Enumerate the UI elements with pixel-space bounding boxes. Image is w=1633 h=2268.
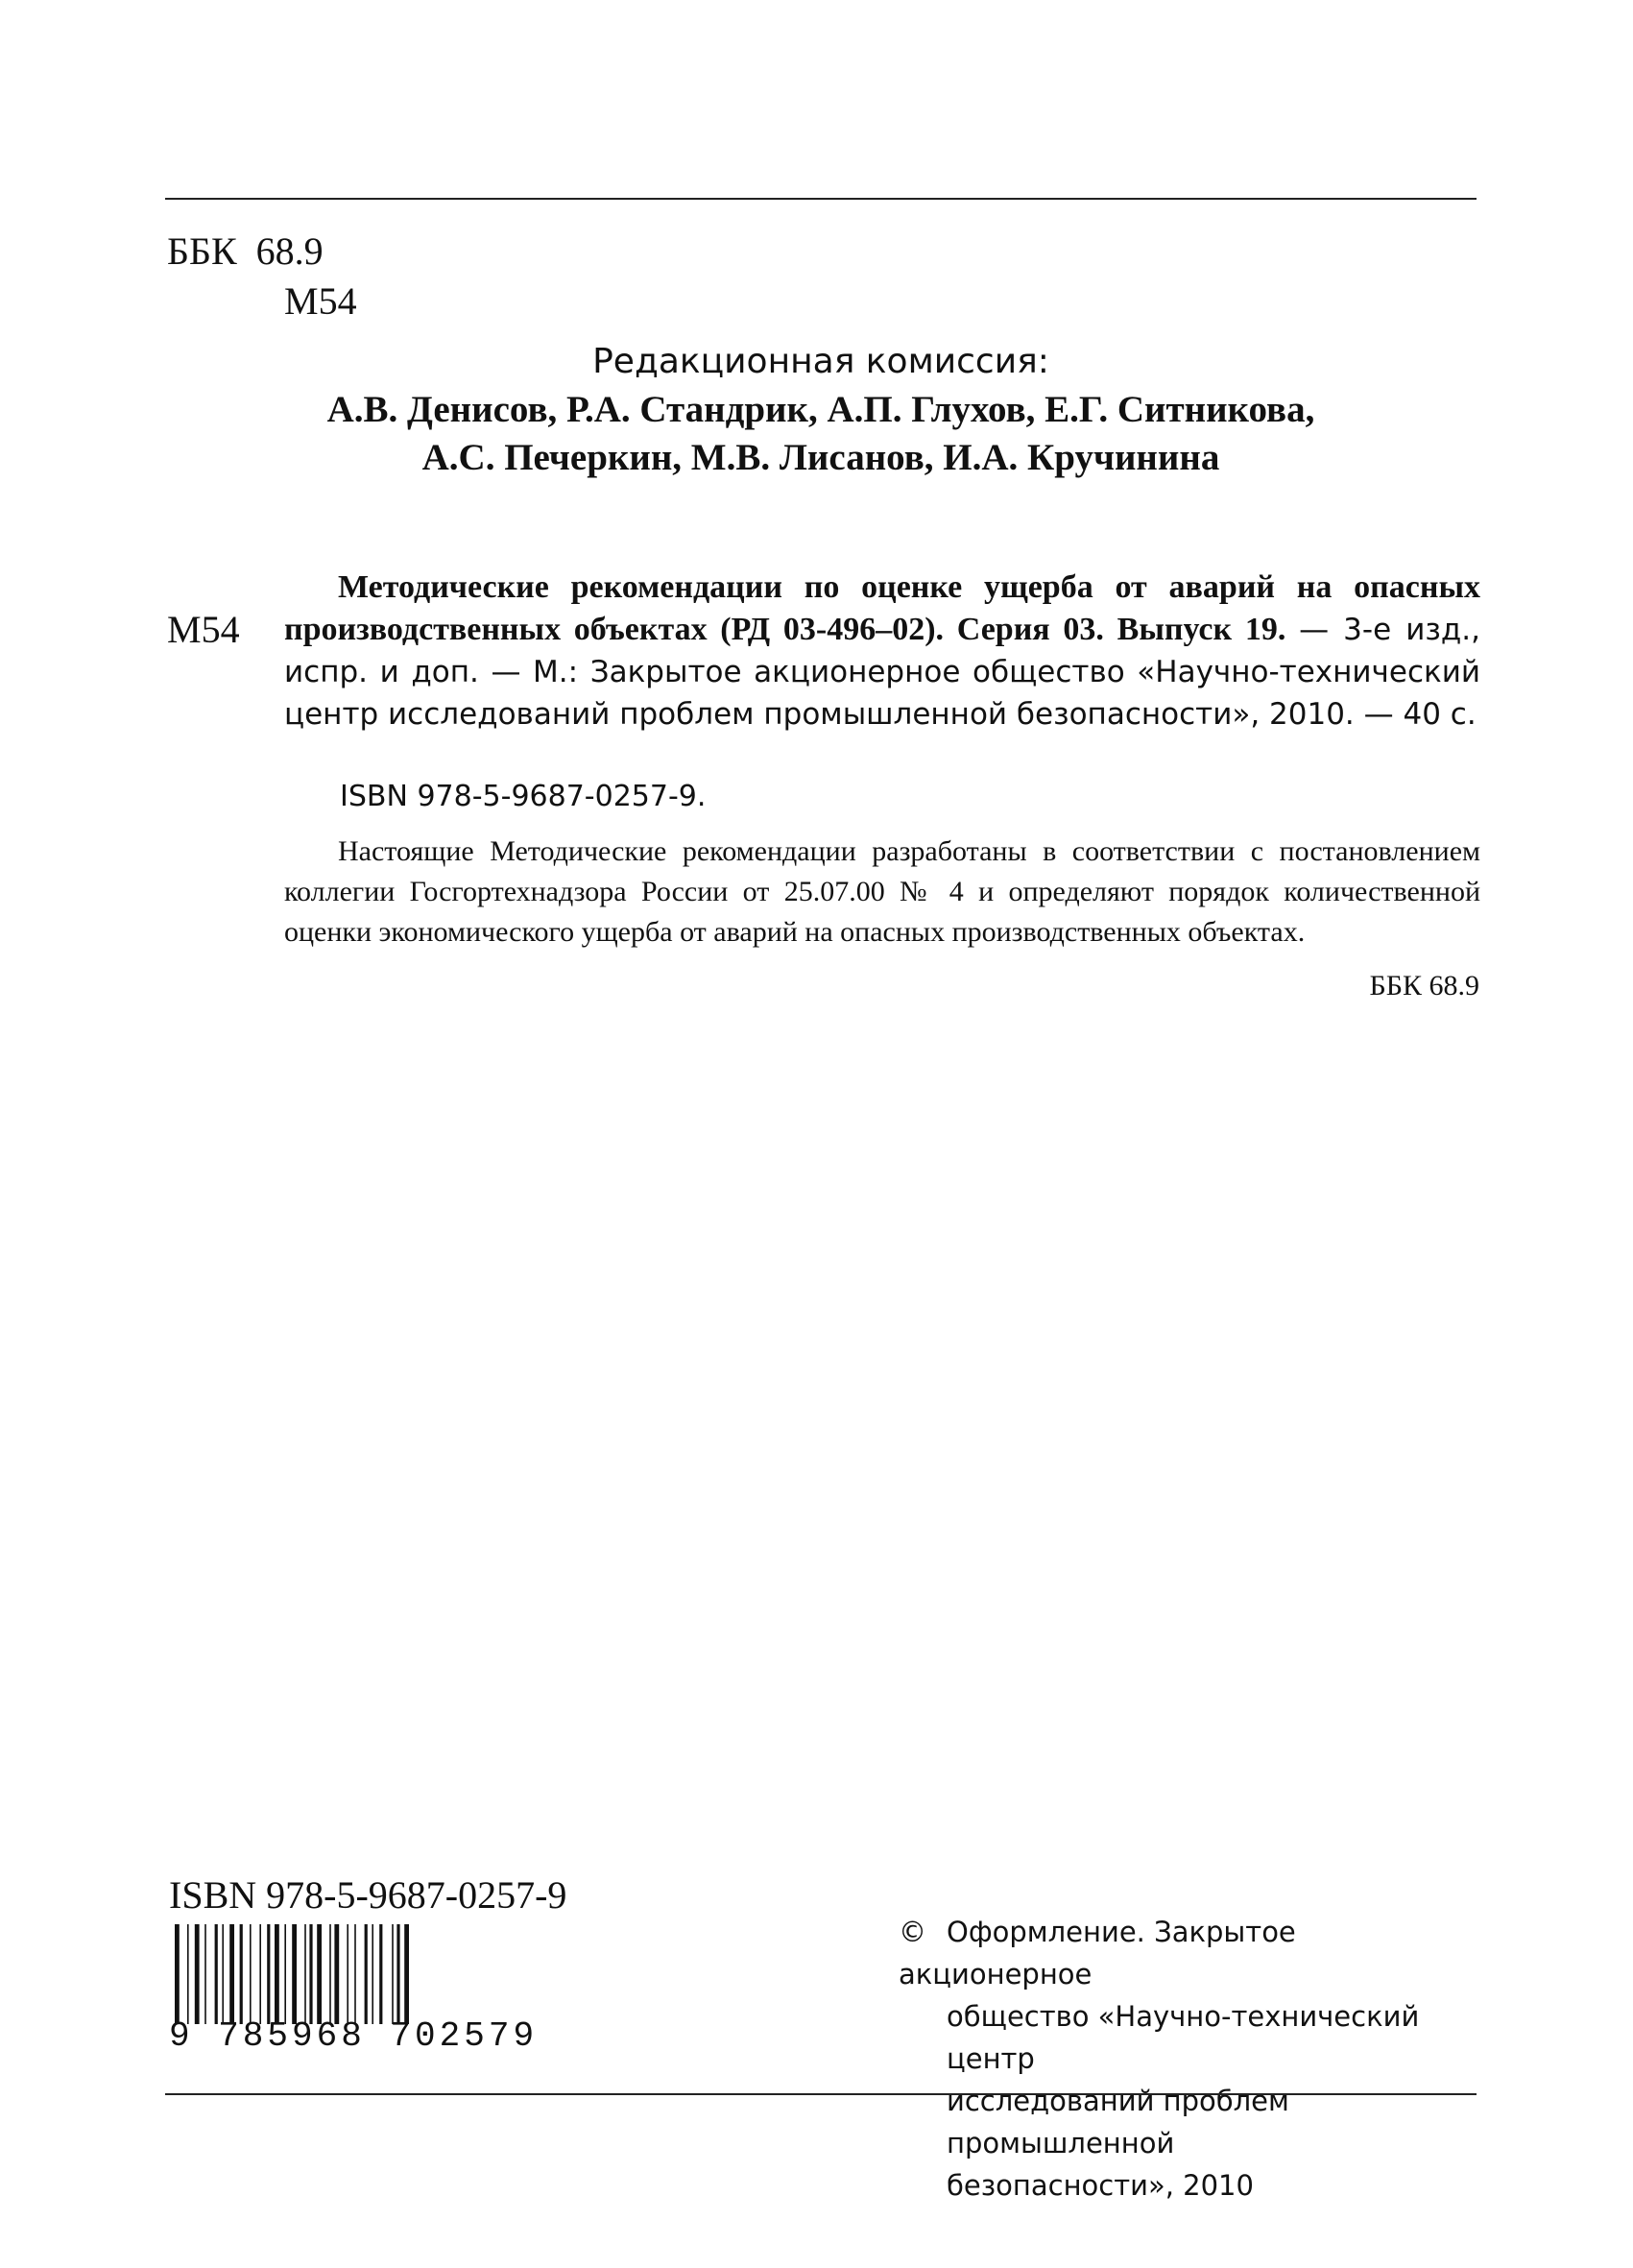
bbk-code: 68.9 <box>255 229 324 273</box>
barcode-bar <box>392 1924 394 2024</box>
barcode-bar <box>354 1924 356 2024</box>
bbk-classification <box>167 227 357 326</box>
barcode-bar <box>215 1924 218 2024</box>
barcode-bar <box>222 1924 224 2024</box>
barcode-bar <box>187 1924 189 2024</box>
barcode-bar <box>404 1924 409 2024</box>
bbk-right: ББК 68.9 <box>1369 970 1479 1001</box>
barcode-bar <box>250 1924 252 2024</box>
cutter-code: М54 <box>284 279 357 323</box>
barcode-bar <box>240 1924 243 2024</box>
bibliographic-cutter: М54 <box>167 608 240 651</box>
bibliographic-details: — 3-е изд., испр. и доп. — М.: Закрытое акционерное общество «Научно-технический центр исследований проблем промышленной безопасности», 2010. — 40 с. <box>284 613 1480 732</box>
barcode-bar <box>284 1924 286 2024</box>
barcode-bar <box>379 1924 382 2024</box>
barcode-bar <box>396 1924 399 2024</box>
barcode-isbn-label: ISBN 978-5-9687-0257-9 <box>169 1873 567 1917</box>
barcode-bar <box>275 1924 279 2024</box>
barcode-bar <box>292 1924 297 2024</box>
annotation-text: Настоящие Методические рекомендации разработаны в соответствии с постановлением коллегии Госгортехнадзора России от 25.07.00 № 4 и определяют порядок количественной оценки экономического ущерба от аварий на опасных производственных объектах. <box>284 835 1480 948</box>
top-rule <box>165 198 1477 200</box>
copyright-line-4: безопасности», 2010 <box>947 2169 1254 2202</box>
isbn-entry: ISBN 978-5-9687-0257-9. <box>340 780 707 813</box>
copyright-line-2: общество «Научно-технический центр <box>947 2000 1420 2075</box>
barcode-bar <box>204 1924 206 2024</box>
barcode-bar <box>309 1924 312 2024</box>
editorial-heading: Редакционная комиссия: <box>592 342 1049 381</box>
copyright-line-3: исследований проблем промышленной <box>947 2085 1289 2159</box>
barcode-bar <box>229 1924 234 2024</box>
barcode-bar <box>347 1924 348 2024</box>
copyright-symbol: © <box>899 1916 926 1948</box>
barcode-bar <box>372 1924 373 2024</box>
barcode-bar <box>175 1924 180 2024</box>
barcode-bar <box>317 1924 322 2024</box>
barcode-bar <box>334 1924 339 2024</box>
bibliographic-description <box>284 567 1480 736</box>
barcode-bar <box>195 1924 200 2024</box>
barcode-digits: 9 785968 702579 <box>169 2016 539 2056</box>
copyright-line-1: Оформление. Закрытое акционерное <box>899 1916 1296 1991</box>
editorial-names-line-2: А.С. Печеркин, М.В. Лисанов, И.А. Кручинина <box>421 437 1220 478</box>
barcode-bar <box>259 1924 261 2024</box>
editorial-board <box>165 338 1477 482</box>
barcode-bar <box>267 1924 270 2024</box>
editorial-names-line-1: А.В. Денисов, Р.А. Стандрик, А.П. Глухов, Е.Г. Ситникова, <box>326 389 1315 430</box>
barcode-bar <box>329 1924 331 2024</box>
barcode-bar <box>365 1924 368 2024</box>
barcode-bar <box>304 1924 306 2024</box>
copyright-notice <box>899 1911 1484 2207</box>
bibliographic-title: Методические рекомендации по оценке ущерба от аварий на опасных производственных объектах (РД 03-496–02). Серия 03. Выпуск 19. <box>284 569 1480 647</box>
bottom-rule <box>165 2093 1477 2095</box>
annotation <box>284 832 1480 953</box>
bbk-label: ББК <box>167 229 237 273</box>
isbn-barcode <box>169 1924 563 2024</box>
